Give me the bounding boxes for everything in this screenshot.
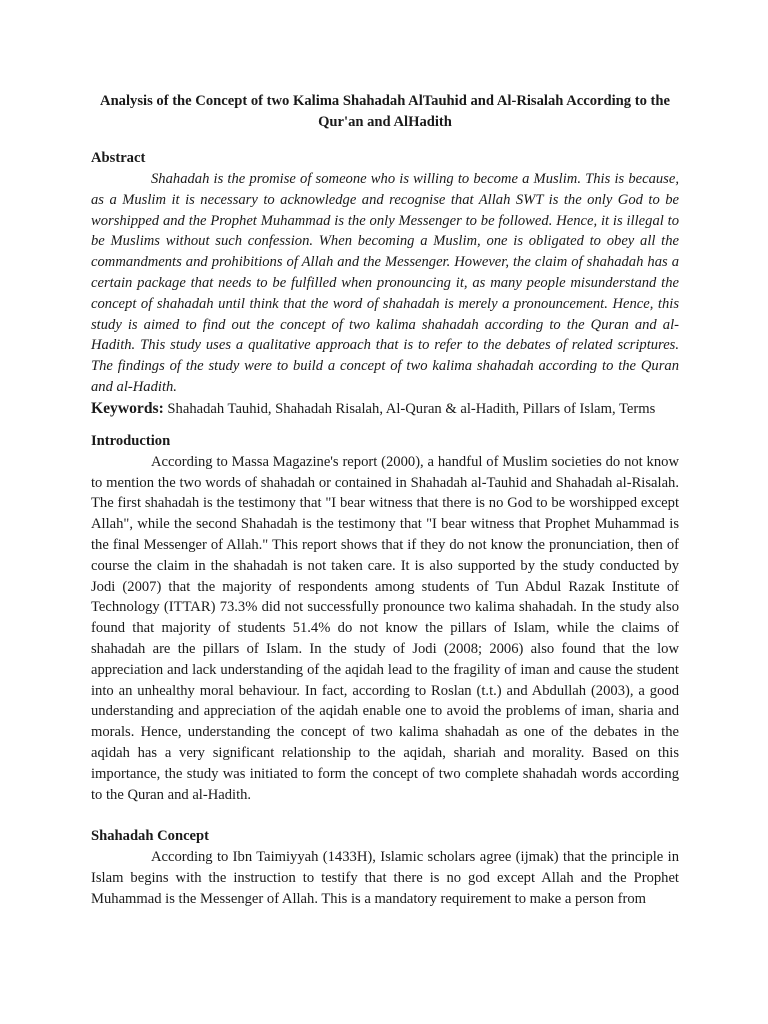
keywords-label: Keywords:: [91, 399, 164, 417]
keywords-line: [91, 398, 679, 420]
abstract-heading: Abstract: [91, 150, 146, 166]
paper-title: Analysis of the Concept of two Kalima Shahadah AlTauhid and Al-Risalah According to the Qur'an and AlHadith: [100, 93, 670, 130]
document-page: [91, 91, 679, 910]
shahadah-concept-text: According to Ibn Taimiyyah (1433H), Islamic scholars agree (ijmak) that the principle in Islam begins with the instruction to testify that there is no god except Allah and the Prophet Muhammad is the Messenger of Allah. This is a mandatory requirement to make a person from: [91, 849, 679, 907]
keywords-text: Shahadah Tauhid, Shahadah Risalah, Al-Quran & al-Hadith, Pillars of Islam, Terms: [167, 400, 656, 417]
introduction-heading: Introduction: [91, 432, 171, 449]
abstract-text: Shahadah is the promise of someone who is willing to become a Muslim. This is because, as a Muslim it is necessary to acknowledge and recognise that Allah SWT is the only God to be worshipped and the Prophet Muhammad is the only Messenger to be followed. Hence, it is illegal to be Muslims without such confession. When becoming a Muslim, one is obligated to obey all the commandments and prohibitions of Allah and the Messenger. However, the claim of shahadah has a certain package that needs to be fulfilled when pronouncing it, as many people misunderstand the concept of shahadah until think that the word of shahadah is merely a pronouncement. Hence, this study is aimed to find out the concept of two kalima shahadah according to the Quran and al-Hadith. This study uses a qualitative approach that is to refer to the debates of related scriptures. The findings of the study were to build a concept of two kalima shahadah according to the Quran and al-Hadith.: [91, 171, 679, 395]
introduction-text: According to Massa Magazine's report (2000), a handful of Muslim societies do not know to mention the two words of shahadah or contained in Shahadah al-Tauhid and Shahadah al-Risalah. The first shahadah is the testimony that "I bear witness that there is no God to be worshipped except Allah", while the second Shahadah is the testimony that "I bear witness that Prophet Muhammad is the final Messenger of Allah." This report shows that if they do not know the pronunciation, then of course the claim in the shahadah is not taken care. It is also supported by the study conducted by Jodi (2007) that the majority of respondents among students of Tun Abdul Razak Institute of Technology (ITTAR) 73.3% did not successfully pronounce two kalima shahadah. In the study also found that majority of students 51.4% do not know the pillars of Islam, while the claims of shahadah are the pillars of Islam. In the study of Jodi (2008; 2006) also found that the low appreciation and lack understanding of the aqidah lead to the fragility of iman and cause the student into an unhealthy moral behaviour. In fact, according to Roslan (t.t.) and Abdullah (2003), a good understanding and appreciation of the aqidah enable one to avoid the problems of iman, sharia and morals. Hence, understanding the concept of two kalima shahadah as one of the debates in the aqidah has a very significant relationship to the aqidah, shariah and morality. Based on this importance, the study was initiated to form the concept of two complete shahadah words according to the Quran and al-Hadith.: [91, 453, 679, 803]
shahadah-concept-heading: Shahadah Concept: [91, 828, 210, 845]
